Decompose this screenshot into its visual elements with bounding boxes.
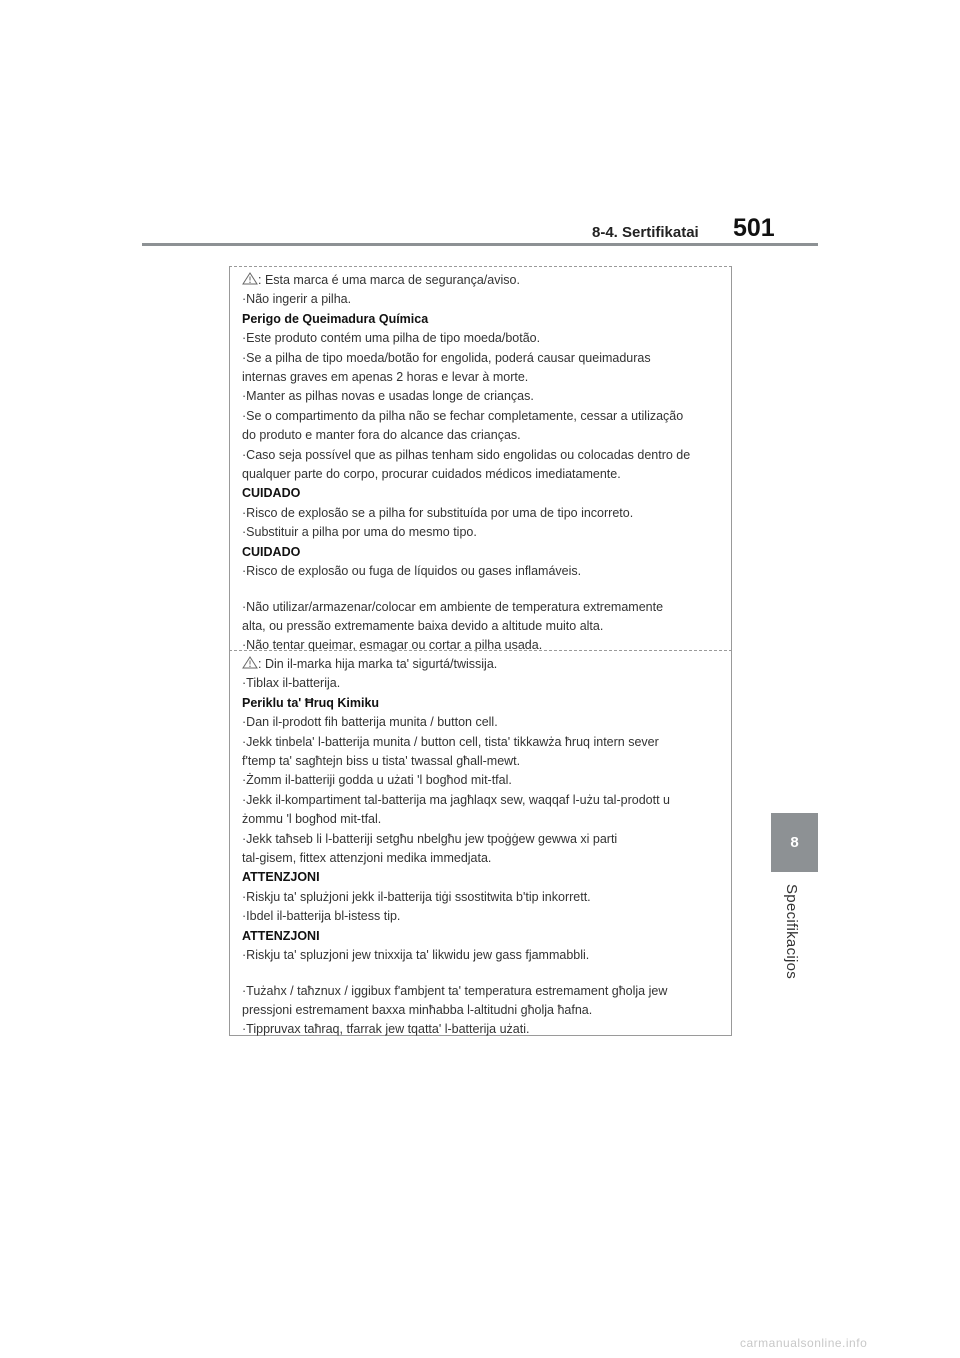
notice-line: ·Tiblax il-batterija. [242, 676, 341, 691]
notice-line: alta, ou pressão extremamente baixa devido a altitude muito alta. [242, 618, 604, 633]
notice-line: żommu 'l bogħod mit-tfal. [242, 812, 382, 827]
chapter-label: Specifikacijos [783, 884, 800, 980]
warning-triangle-icon [242, 656, 258, 669]
notice-line: ·Riskju ta' spluzjoni jew tnixxija ta' likwidu jew gass fjammabbli. [242, 948, 590, 963]
battery-notice-maltese [229, 650, 732, 1036]
notice-line: ·Jekk tinbela' l-batterija munita / button cell, tista' tikkawża ħruq intern sever [242, 734, 659, 749]
notice-line: ·Risco de explosão se a pilha for substituída por uma de tipo incorreto. [242, 505, 634, 520]
notice-line: ·Jekk il-kompartiment tal-batterija ma jagħlaqx sew, waqqaf l-użu tal-prodott u [242, 792, 670, 807]
notice-line: f'temp ta' sagħtejn biss u tista' twassal għall-mewt. [242, 754, 521, 769]
notice-line: ·Se o compartimento da pilha não se fechar completamente, cessar a utilização [242, 408, 684, 423]
notice-line: ·Caso seja possível que as pilhas tenham sido engolidas ou colocadas dentro de [242, 447, 691, 462]
notice-line: ·Dan il-prodott fih batterija munita / button cell. [242, 715, 498, 730]
notice-line: do produto e manter fora do alcance das crianças. [242, 428, 521, 443]
page-number: 501 [733, 214, 775, 242]
warning-triangle-icon [242, 272, 258, 285]
notice-line: ·Tużahx / taħznux / iggibux f'ambjent ta' temperatura estremament għolja jew [242, 983, 668, 998]
header-divider [142, 243, 818, 246]
notice-line: ·Ibdel il-batterija bl-istess tip. [242, 909, 401, 924]
footer-watermark: carmanualsonline.info [740, 1336, 868, 1350]
notice-heading: Perigo de Queimadura Química [242, 311, 429, 326]
battery-notice-portuguese [229, 266, 732, 653]
spacer [242, 582, 731, 598]
notice-heading: ATTENZJONI [242, 928, 320, 943]
notice-line: ·Riskju ta' splużjoni jekk il-batterija tiġi ssostitwita b'tip inkorrett. [242, 889, 591, 904]
notice-line: : Din il-marka hija marka ta' sigurtá/twissija. [242, 655, 731, 674]
notice-line: ·Não utilizar/armazenar/colocar em ambiente de temperatura extremamente [242, 599, 664, 614]
notice-line: ·Não ingerir a pilha. [242, 292, 352, 307]
notice-line: ·Não tentar queimar, esmagar ou cortar a pilha usada. [242, 638, 543, 653]
notice-heading: CUIDADO [242, 544, 301, 559]
chapter-number: 8 [790, 834, 799, 851]
notice-line: pressjoni estremament baxxa minħabba l-altitudni għolja ħafna. [242, 1002, 593, 1017]
spacer [242, 966, 731, 982]
notice-line: ·Este produto contém uma pilha de tipo moeda/botão. [242, 331, 541, 346]
chapter-tab[interactable] [771, 813, 818, 872]
notice-line: ·Risco de explosão ou fuga de líquidos ou gases inflamáveis. [242, 564, 582, 579]
notice-line: qualquer parte do corpo, procurar cuidados médicos imediatamente. [242, 467, 621, 482]
notice-line: ·Jekk taħseb li l-batteriji setgħu nbelgħu jew tpoġġew gewwa xi parti [242, 831, 618, 846]
notice-line: ·Se a pilha de tipo moeda/botão for engolida, poderá causar queimaduras [242, 350, 651, 365]
notice-line: tal-gisem, fittex attenzjoni medika immedjata. [242, 851, 492, 866]
notice-line: ·Żomm il-batteriji godda u użati 'l bogħod mit-tfal. [242, 773, 512, 788]
notice-line: ·Manter as pilhas novas e usadas longe de crianças. [242, 389, 534, 404]
section-title: 8-4. Sertifikatai [592, 224, 699, 241]
notice-heading: CUIDADO [242, 486, 301, 501]
notice-line: internas graves em apenas 2 horas e levar à morte. [242, 370, 529, 385]
notice-line: ·Tippruvax taħraq, tfarrak jew tqatta' l-batterija użati. [242, 1022, 530, 1037]
notice-line: : Esta marca é uma marca de segurança/aviso. [242, 271, 731, 290]
notice-line: ·Substituir a pilha por uma do mesmo tipo. [242, 525, 477, 540]
notice-heading: ATTENZJONI [242, 870, 320, 885]
notice-heading: Periklu ta' Ħruq Kimiku [242, 695, 380, 710]
